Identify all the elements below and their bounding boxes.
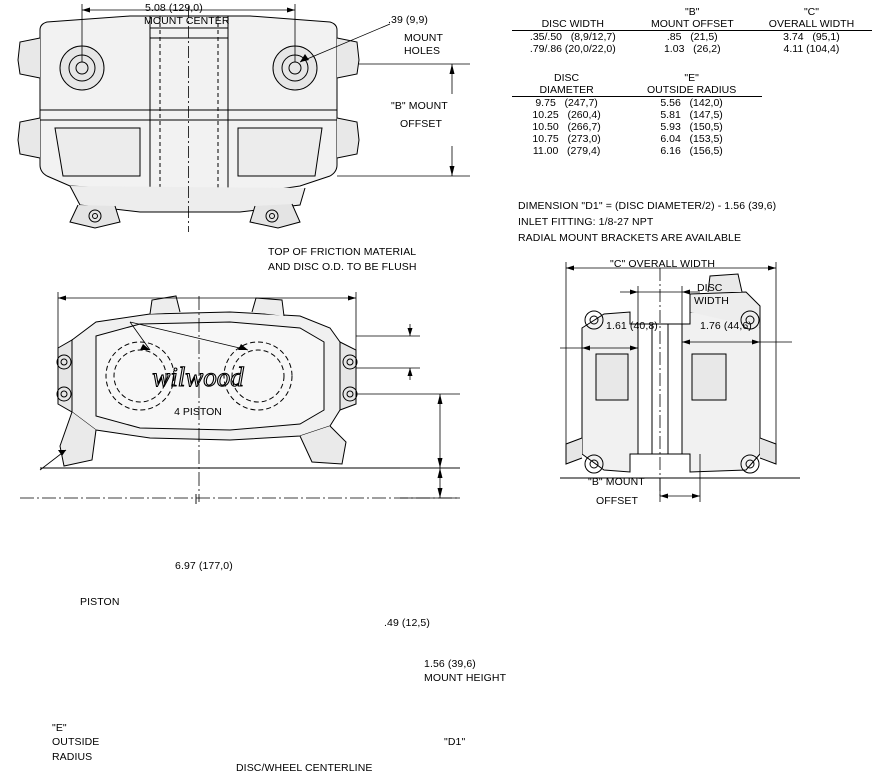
table-row <box>512 97 762 110</box>
side-label-e-radius: RADIUS <box>52 751 93 763</box>
top-label-b-mount-1: "B" MOUNT <box>391 100 448 112</box>
radius-table-r2c1: 5.93 (150,5) <box>660 121 723 133</box>
side-view-graphic <box>0 270 480 520</box>
brand-script: wilwood <box>152 362 244 392</box>
width-table-header-top-1: "B" <box>685 6 700 18</box>
table-row-header <box>512 18 872 31</box>
radius-table-r3c1: 6.04 (153,5) <box>660 133 723 145</box>
brand-subtext: 4 PISTON <box>174 406 222 418</box>
top-label-mount-holes-1: MOUNT <box>404 32 443 44</box>
radius-table-r2c0: 10.50 (266,7) <box>532 121 601 133</box>
width-table-header-0: DISC WIDTH <box>512 18 634 31</box>
radius-table-header-1: OUTSIDE RADIUS <box>621 84 762 97</box>
width-table-header-top-0 <box>512 6 634 18</box>
side-label-centerline: DISC/WHEEL CENTERLINE <box>236 762 373 774</box>
top-view <box>0 0 500 250</box>
end-label-disc-width-1: DISC <box>697 282 723 294</box>
width-table-header-2: OVERALL WIDTH <box>751 18 872 31</box>
top-dim-mount-holes: .39 (9,9) <box>388 14 429 26</box>
end-label-disc-width-2: WIDTH <box>694 295 729 307</box>
top-label-mount-holes-2: HOLES <box>404 45 441 57</box>
note-0: DIMENSION "D1" = (DISC DIAMETER/2) - 1.56 (39,6) <box>518 200 777 212</box>
side-label-e: "E" <box>52 722 67 734</box>
table-row-header <box>512 84 762 97</box>
side-dim-overall-length: 6.97 (177,0) <box>175 560 233 572</box>
side-label-piston: PISTON <box>80 596 120 608</box>
width-table-r0c2: 3.74 (95,1) <box>783 31 840 43</box>
end-label-b-mount-1: "B" MOUNT <box>588 476 645 488</box>
side-label-e-outside: OUTSIDE <box>52 736 100 748</box>
radius-table-r3c0: 10.75 (273,0) <box>532 133 601 145</box>
note-1: INLET FITTING: 1/8-27 NPT <box>518 216 654 228</box>
end-label-c-overall: "C" OVERALL WIDTH <box>610 258 716 270</box>
radius-table-r1c1: 5.81 (147,5) <box>660 109 723 121</box>
radius-table-r0c0: 9.75 (247,7) <box>535 97 598 109</box>
width-table-r1c2: 4.11 (104,4) <box>783 43 840 55</box>
radius-table-header-top-1: "E" <box>684 72 699 84</box>
table-row-header-top <box>512 6 872 18</box>
table-row <box>512 109 762 121</box>
end-label-b-mount-2: OFFSET <box>596 495 639 507</box>
end-view <box>560 258 875 520</box>
table-row-header-top <box>512 72 762 84</box>
side-dim-049: .49 (12,5) <box>384 617 430 629</box>
radius-table-r4c0: 11.00 (279,4) <box>532 145 601 157</box>
radius-table-r4c1: 6.16 (156,5) <box>660 145 723 157</box>
top-label-b-mount-2: OFFSET <box>400 118 443 130</box>
radius-table-r1c0: 10.25 (260,4) <box>532 109 601 121</box>
table-row <box>512 43 872 55</box>
width-table-header-1: MOUNT OFFSET <box>634 18 751 31</box>
end-dim-161: 1.61 (40,8) <box>606 320 658 332</box>
table-row <box>512 121 762 133</box>
table-row <box>512 145 762 157</box>
width-table-header-top-2: "C" <box>803 6 819 18</box>
table-row <box>512 31 872 44</box>
side-note-1: TOP OF FRICTION MATERIAL <box>268 246 417 258</box>
top-dim-mount-center: 5.08 (129,0) <box>145 2 203 14</box>
end-dim-176: 1.76 (44,6) <box>700 320 752 332</box>
radius-table <box>512 72 762 157</box>
radius-table-header-top-0: DISC <box>554 72 580 84</box>
side-label-mount-height: MOUNT HEIGHT <box>424 672 507 684</box>
width-table-r1c0: .79/.86 (20,0/22,0) <box>529 43 616 55</box>
top-label-mount-center: MOUNT CENTER <box>144 15 230 27</box>
width-table-r0c1: .85 (21,5) <box>666 31 718 43</box>
side-label-d1: "D1" <box>444 736 466 748</box>
notes-block <box>518 200 776 244</box>
width-table-r0c0: .35/.50 (8,9/12,7) <box>529 31 616 43</box>
radius-table-r0c1: 5.56 (142,0) <box>660 97 723 109</box>
note-2: RADIAL MOUNT BRACKETS ARE AVAILABLE <box>518 232 742 244</box>
side-view <box>0 270 507 774</box>
side-dim-mount-height: 1.56 (39,6) <box>424 658 476 670</box>
width-table <box>512 6 872 55</box>
side-note-2: AND DISC O.D. TO BE FLUSH <box>268 261 417 273</box>
radius-table-header-0: DIAMETER <box>512 84 621 97</box>
width-table-r1c1: 1.03 (26,2) <box>663 43 721 55</box>
table-row <box>512 133 762 145</box>
